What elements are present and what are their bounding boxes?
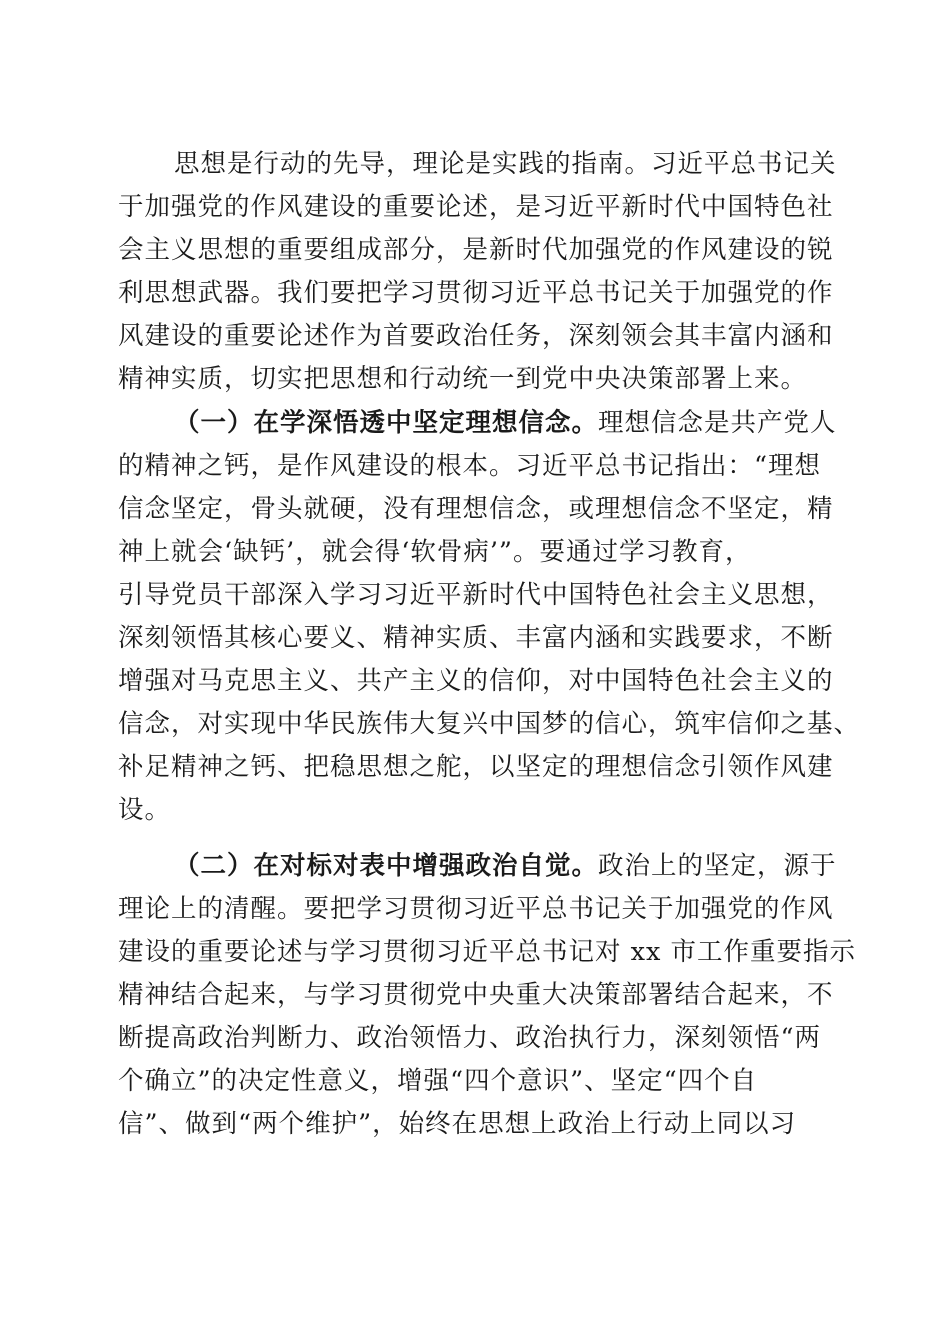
paragraph-3-line-3: 建设的重要论述与学习贯彻习近平总书记对 xx 市工作重要指示 bbox=[118, 936, 856, 967]
paragraph-2-line-2: 的精神之钙，是作风建设的根本。习近平总书记指出：“理想 bbox=[118, 450, 822, 481]
paragraph-1-line-6: 精神实质，切实把思想和行动统一到党中央决策部署上来。 bbox=[118, 364, 808, 395]
paragraph-1-line-5: 风建设的重要论述作为首要政治任务，深刻领会其丰富内涵和 bbox=[118, 321, 834, 352]
paragraph-1-line-2: 于加强党的作风建设的重要论述，是习近平新时代中国特色社 bbox=[118, 192, 834, 223]
paragraph-2-line-7: 增强对马克思主义、共产主义的信仰，对中国特色社会主义的 bbox=[118, 666, 834, 697]
paragraph-3-line-1 bbox=[118, 845, 837, 888]
paragraph-2-line-10: 设。 bbox=[118, 795, 172, 826]
paragraph-2-line-1 bbox=[118, 402, 837, 445]
paragraph-1-line-4: 利思想武器。我们要把学习贯彻习近平总书记关于加强党的作 bbox=[118, 278, 834, 309]
body-text bbox=[118, 143, 861, 1146]
paragraph-2-line-6: 深刻领悟其核心要义、精神实质、丰富内涵和实践要求，不断 bbox=[118, 623, 834, 654]
paragraph-3-line-1-rest: 政治上的坚定，源于 bbox=[598, 850, 837, 881]
paragraph-3-line-6: 个确立”的决定性意义，增强“四个意识”、坚定“四个自 bbox=[118, 1065, 758, 1096]
paragraph-1-line-1: 思想是行动的先导，理论是实践的指南。习近平总书记关 bbox=[174, 149, 837, 179]
paragraph-3-line-2: 理论上的清醒。要把学习贯彻习近平总书记关于加强党的作风 bbox=[118, 893, 834, 924]
paragraph-2-line-8: 信念，对实现中华民族伟大复兴中国梦的信心，筑牢信仰之基、 bbox=[118, 709, 861, 740]
paragraph-2-line-1-rest: 理想信念是共产党人 bbox=[598, 407, 837, 438]
paragraph-3-line-5: 断提高政治判断力、政治领悟力、政治执行力，深刻领悟“两 bbox=[118, 1022, 822, 1053]
paragraph-2-line-5: 引导党员干部深入学习习近平新时代中国特色社会主义思想， bbox=[118, 579, 834, 610]
paragraph-1-line-3: 会主义思想的重要组成部分，是新时代加强党的作风建设的锐 bbox=[118, 235, 834, 266]
paragraph-2-line-4: 神上就会‘缺钙’，就会得‘软骨病’”。要通过学习教育， bbox=[118, 536, 752, 567]
paragraph-2-line-9: 补足精神之钙、把稳思想之舵，以坚定的理想信念引领作风建 bbox=[118, 752, 834, 783]
paragraph-3-line-7: 信”、做到“两个维护”，始终在思想上政治上行动上同以习 bbox=[118, 1109, 797, 1140]
section-heading-2: （二）在对标对表中增强政治自觉。 bbox=[174, 850, 599, 881]
section-heading-1: （一）在学深悟透中坚定理想信念。 bbox=[174, 407, 599, 438]
paragraph-2-line-3: 信念坚定，骨头就硬，没有理想信念，或理想信念不坚定，精 bbox=[118, 493, 834, 524]
paragraph-3-line-4: 精神结合起来，与学习贯彻党中央重大决策部署结合起来，不 bbox=[118, 979, 834, 1010]
